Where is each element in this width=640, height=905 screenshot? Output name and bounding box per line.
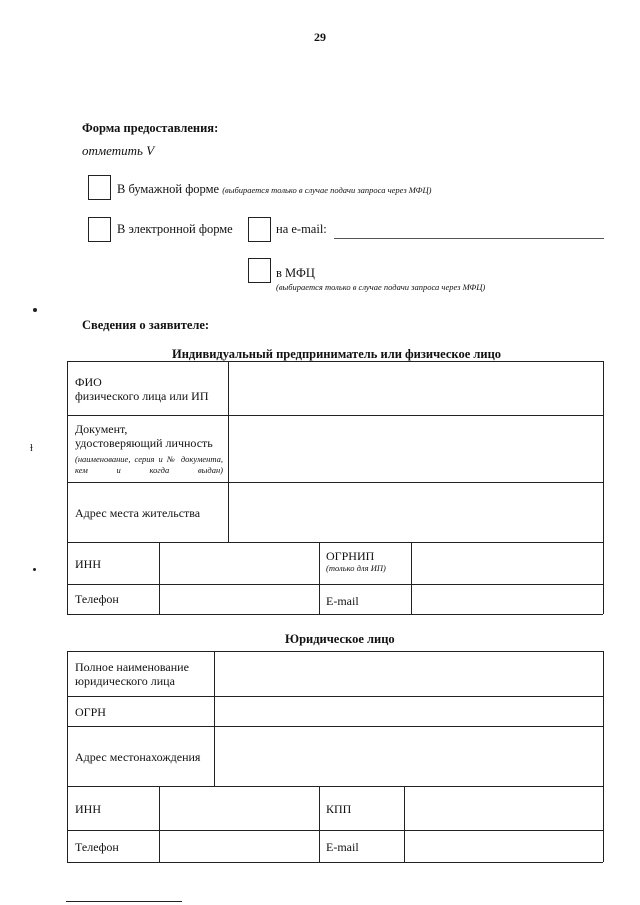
ogrnip-label: ОГРНИП (только для ИП)	[326, 549, 386, 573]
email-checkbox[interactable]	[248, 217, 271, 242]
ogrnip-field[interactable]	[412, 543, 602, 583]
margin-dot	[33, 308, 37, 312]
electronic-form-label: В электронной форме	[117, 222, 233, 236]
delivery-form-hint: отметить V	[82, 143, 155, 158]
legal-inn-field[interactable]	[160, 787, 318, 829]
ogrn-field[interactable]	[215, 697, 602, 725]
paper-form-checkbox[interactable]	[88, 175, 111, 200]
individual-email-field[interactable]	[412, 585, 602, 613]
ogrnip-note: (только для ИП)	[326, 563, 386, 573]
legal-email-label: E-mail	[326, 840, 359, 854]
identity-document-label: Документ, удостоверяющий личность (наименование, серия и № документа, кем и когда выдан)	[75, 422, 223, 475]
applicant-title: Сведения о заявителе:	[82, 318, 210, 332]
margin-mark: ɫ	[30, 443, 33, 454]
identity-document-note: (наименование, серия и № документа, кем и когда выдан)	[75, 454, 223, 475]
legal-name-field[interactable]	[215, 652, 602, 695]
paper-form-note: (выбирается только в случае подачи запроса через МФЦ)	[222, 185, 432, 195]
footnote-separator	[66, 901, 182, 902]
page-number: 29	[314, 30, 326, 44]
paper-form-option	[117, 182, 431, 197]
kpp-label: КПП	[326, 802, 352, 816]
identity-document-field[interactable]	[229, 416, 602, 481]
kpp-field[interactable]	[405, 787, 602, 829]
legal-name-label: Полное наименование юридического лица	[75, 660, 189, 688]
email-label: на e-mail:	[276, 222, 327, 236]
ogrn-label: ОГРН	[75, 705, 106, 719]
email-input-line[interactable]	[334, 238, 604, 239]
mfc-note: (выбирается только в случае подачи запроса через МФЦ)	[276, 282, 486, 292]
individual-table-title: Индивидуальный предприниматель или физическое лицо	[172, 347, 502, 361]
electronic-form-checkbox[interactable]	[88, 217, 111, 242]
paper-form-label: В бумажной форме	[117, 182, 220, 196]
legal-address-field[interactable]	[215, 727, 602, 785]
fio-label: ФИО физического лица или ИП	[75, 375, 209, 403]
residence-address-label: Адрес места жительства	[75, 506, 201, 520]
legal-phone-label: Телефон	[75, 840, 119, 854]
individual-inn-label: ИНН	[75, 557, 101, 571]
individual-phone-label: Телефон	[75, 592, 119, 606]
margin-dot	[33, 568, 36, 571]
legal-address-label: Адрес местонахождения	[75, 750, 201, 764]
individual-inn-field[interactable]	[160, 543, 318, 583]
legal-inn-label: ИНН	[75, 802, 101, 816]
legal-table-title: Юридическое лицо	[285, 632, 395, 646]
legal-phone-field[interactable]	[160, 831, 318, 861]
delivery-form-title: Форма предоставления:	[82, 121, 219, 135]
mfc-checkbox[interactable]	[248, 258, 271, 283]
fio-field[interactable]	[229, 362, 602, 414]
legal-email-field[interactable]	[405, 831, 602, 861]
individual-phone-field[interactable]	[160, 585, 318, 613]
mfc-label: в МФЦ	[276, 266, 315, 280]
individual-email-label: E-mail	[326, 594, 359, 608]
residence-address-field[interactable]	[229, 483, 602, 541]
